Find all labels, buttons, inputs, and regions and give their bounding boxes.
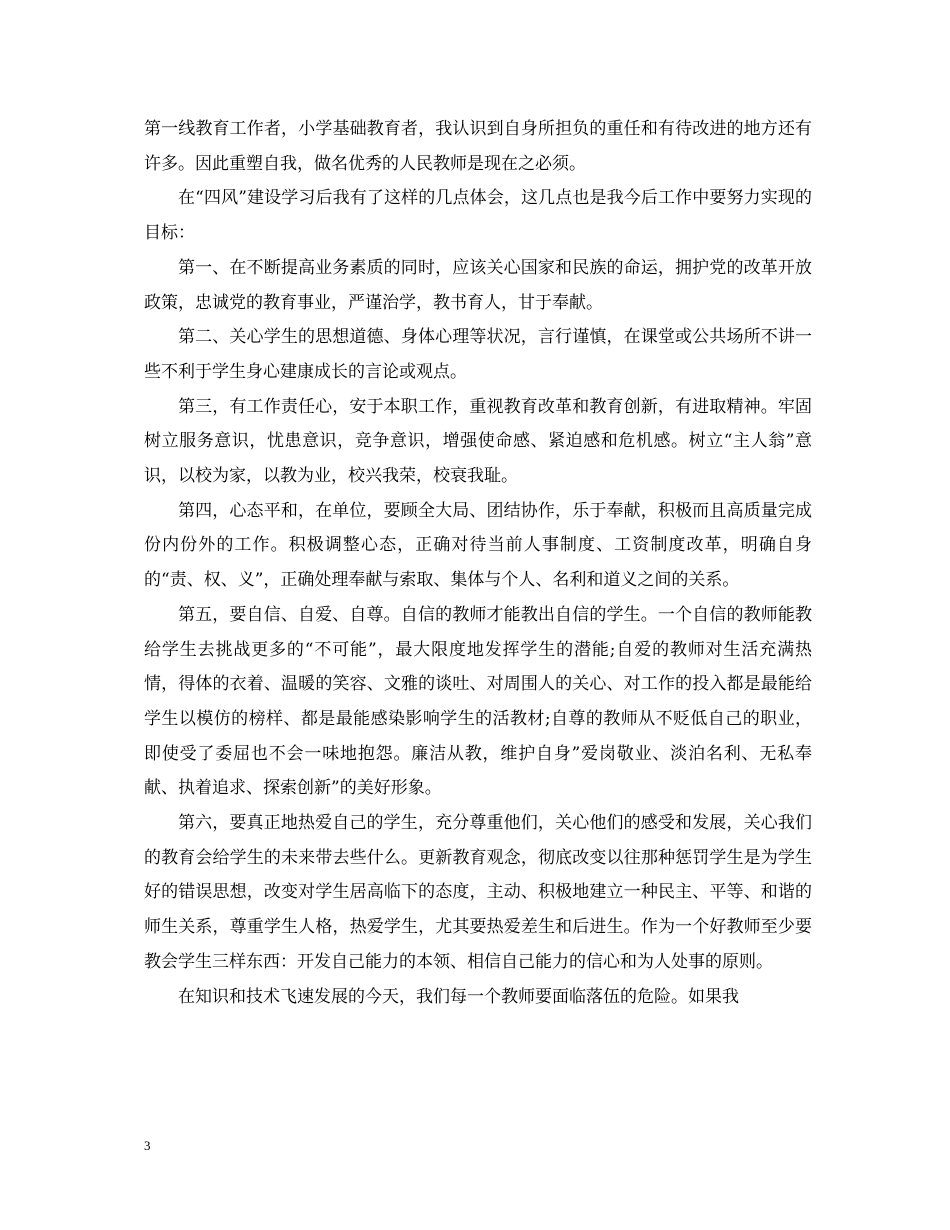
paragraph-closing: 在知识和技术飞速发展的今天，我们每一个教师要面临落伍的危险。如果我 bbox=[178, 986, 739, 1007]
paragraph-point-four: 第四，心态平和，在单位，要顾全大局、团结协作，乐于奉献，积极而且高质量完成份内份外的工作。积极调整心态，正确对待当前人事制度、工资制度改革，明确自身的“责、权、义”，正确处理奉献与索取、集体与个人、名利和道义之间的关系。 bbox=[144, 500, 812, 591]
paragraph-point-three: 第三，有工作责任心，安于本职工作，重视教育改革和教育创新，有进取精神。牢固树立服务意识，忧患意识，竞争意识，增强使命感、紧迫感和危机感。树立“主人翁”意识，以校为家，以教为业，校兴我荣，校衰我耻。 bbox=[144, 396, 812, 487]
paragraph-point-one: 第一、在不断提高业务素质的同时，应该关心国家和民族的命运，拥护党的改革开放政策，忠诚党的教育事业，严谨治学，教书育人，甘于奉献。 bbox=[144, 257, 812, 313]
document-body bbox=[144, 112, 812, 1014]
paragraph-point-two: 第二、关心学生的思想道德、身体心理等状况，言行谨慎，在课堂或公共场所不讲一些不利于学生身心建康成长的言论或观点。 bbox=[144, 327, 812, 382]
paragraph-point-six: 第六，要真正地热爱自己的学生，充分尊重他们，关心他们的感受和发展，关心我们的教育会给学生的未来带去些什么。更新教育观念，彻底改变以往那种惩罚学生是为学生好的错误思想，改变对学生居高临下的态度，主动、积极地建立一种民主、平等、和谐的师生关系，尊重学生人格，热爱学生，尤其要热爱差生和后进生。作为一个好教师至少要教会学生三样东西：开发自己能力的本领、相信自己能力的信心和为人处事的原则。 bbox=[144, 813, 812, 972]
paragraph-continuation: 第一线教育工作者，小学基础教育者，我认识到自身所担负的重任和有待改进的地方还有许多。因此重塑自我，做名优秀的人民教师是现在之必须。 bbox=[144, 119, 812, 174]
page-number: 3 bbox=[144, 1138, 151, 1153]
paragraph-point-five: 第五，要自信、自爱、自尊。自信的教师才能教出自信的学生。一个自信的教师能教给学生去挑战更多的“不可能”，最大限度地发挥学生的潜能;自爱的教师对生活充满热情，得体的衣着、温暖的笑容、文雅的谈吐、对周围人的关心、对工作的投入都是最能给学生以模仿的榜样、都是最能感染影响学生的活教材;自尊的教师从不贬低自己的职业，即使受了委屈也不会一味地抱怨。廉洁从教，维护自身”爱岗敬业、淡泊名利、无私奉献、执着追求、探索创新”的美好形象。 bbox=[144, 604, 812, 799]
paragraph-four-winds-intro: 在“四风”建设学习后我有了这样的几点体会，这几点也是我今后工作中要努力实现的目标： bbox=[144, 188, 812, 244]
